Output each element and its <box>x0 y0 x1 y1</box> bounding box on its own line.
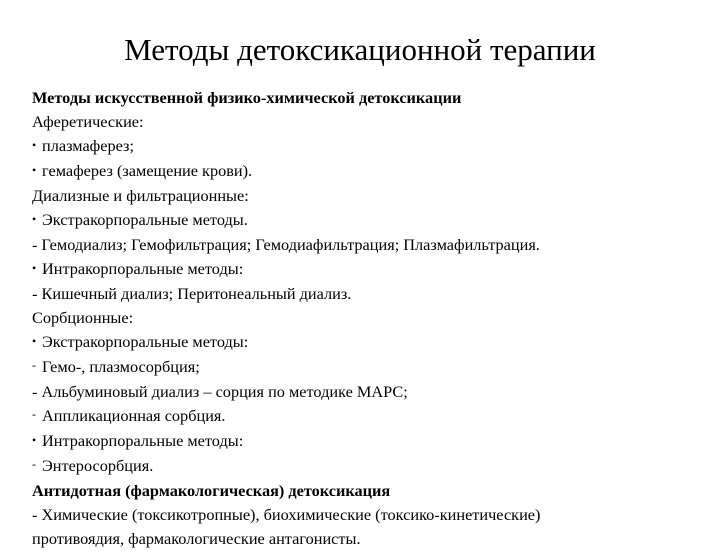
content-line <box>32 134 692 159</box>
content-line <box>32 233 692 257</box>
line-text: плазмаферез; <box>42 136 134 155</box>
content-line <box>32 355 692 380</box>
content-line <box>32 330 692 355</box>
bullet-icon: • <box>32 334 37 348</box>
content-line <box>32 380 692 404</box>
line-text: противоядия, фармакологические антагонисты. <box>32 529 361 548</box>
slide-title: Методы детоксикационной терапии <box>124 32 596 67</box>
line-text: Сорбционные: <box>32 308 134 327</box>
line-text: - Химические (токсикотропные), биохимические (токсико-кинетические) <box>32 505 541 524</box>
content-line <box>32 110 692 134</box>
content-line <box>32 527 692 551</box>
line-text: - Гемодиализ; Гемофильтрация; Гемодиафильтрация; Плазмафильтрация. <box>32 235 540 254</box>
line-text: Аферетические: <box>32 112 144 131</box>
content-line <box>32 257 692 282</box>
line-text: Гемо-, плазмосорбция; <box>42 357 200 376</box>
slide-content <box>32 86 692 551</box>
dash-marker: - <box>32 457 36 471</box>
line-text: Интракорпоральные методы: <box>42 259 244 278</box>
line-text: Интракорпоральные методы: <box>42 431 244 450</box>
line-text: Методы искусственной физико-химической детоксикации <box>32 88 462 107</box>
line-text: гемаферез (замещение крови). <box>42 161 253 180</box>
content-line <box>32 208 692 233</box>
line-text: Экстракорпоральные методы. <box>42 210 248 229</box>
bullet-icon: • <box>32 261 37 275</box>
line-text: - Кишечный диализ; Перитонеальный диализ. <box>32 284 352 303</box>
bullet-icon: • <box>32 138 37 152</box>
section-heading <box>32 479 692 503</box>
bullet-icon: • <box>32 433 37 447</box>
line-text: - Альбуминовый диализ – сорция по методике МАРС; <box>32 382 408 401</box>
section-heading <box>32 86 692 110</box>
content-line <box>32 454 692 479</box>
content-line <box>32 404 692 429</box>
content-line <box>32 503 692 527</box>
bullet-icon: • <box>32 212 37 226</box>
line-text: Антидотная (фармакологическая) детоксикация <box>32 481 391 500</box>
content-line <box>32 282 692 306</box>
line-text: Аппликационная сорбция. <box>42 406 226 425</box>
line-text: Экстракорпоральные методы: <box>42 332 249 351</box>
dash-marker: - <box>32 358 36 372</box>
content-line <box>32 159 692 184</box>
line-text: Энтеросорбция. <box>42 456 154 475</box>
bullet-icon: • <box>32 163 37 177</box>
content-line <box>32 429 692 454</box>
line-text: Диализные и фильтрационные: <box>32 186 249 205</box>
content-line <box>32 184 692 208</box>
dash-marker: - <box>32 407 36 421</box>
content-line <box>32 306 692 330</box>
